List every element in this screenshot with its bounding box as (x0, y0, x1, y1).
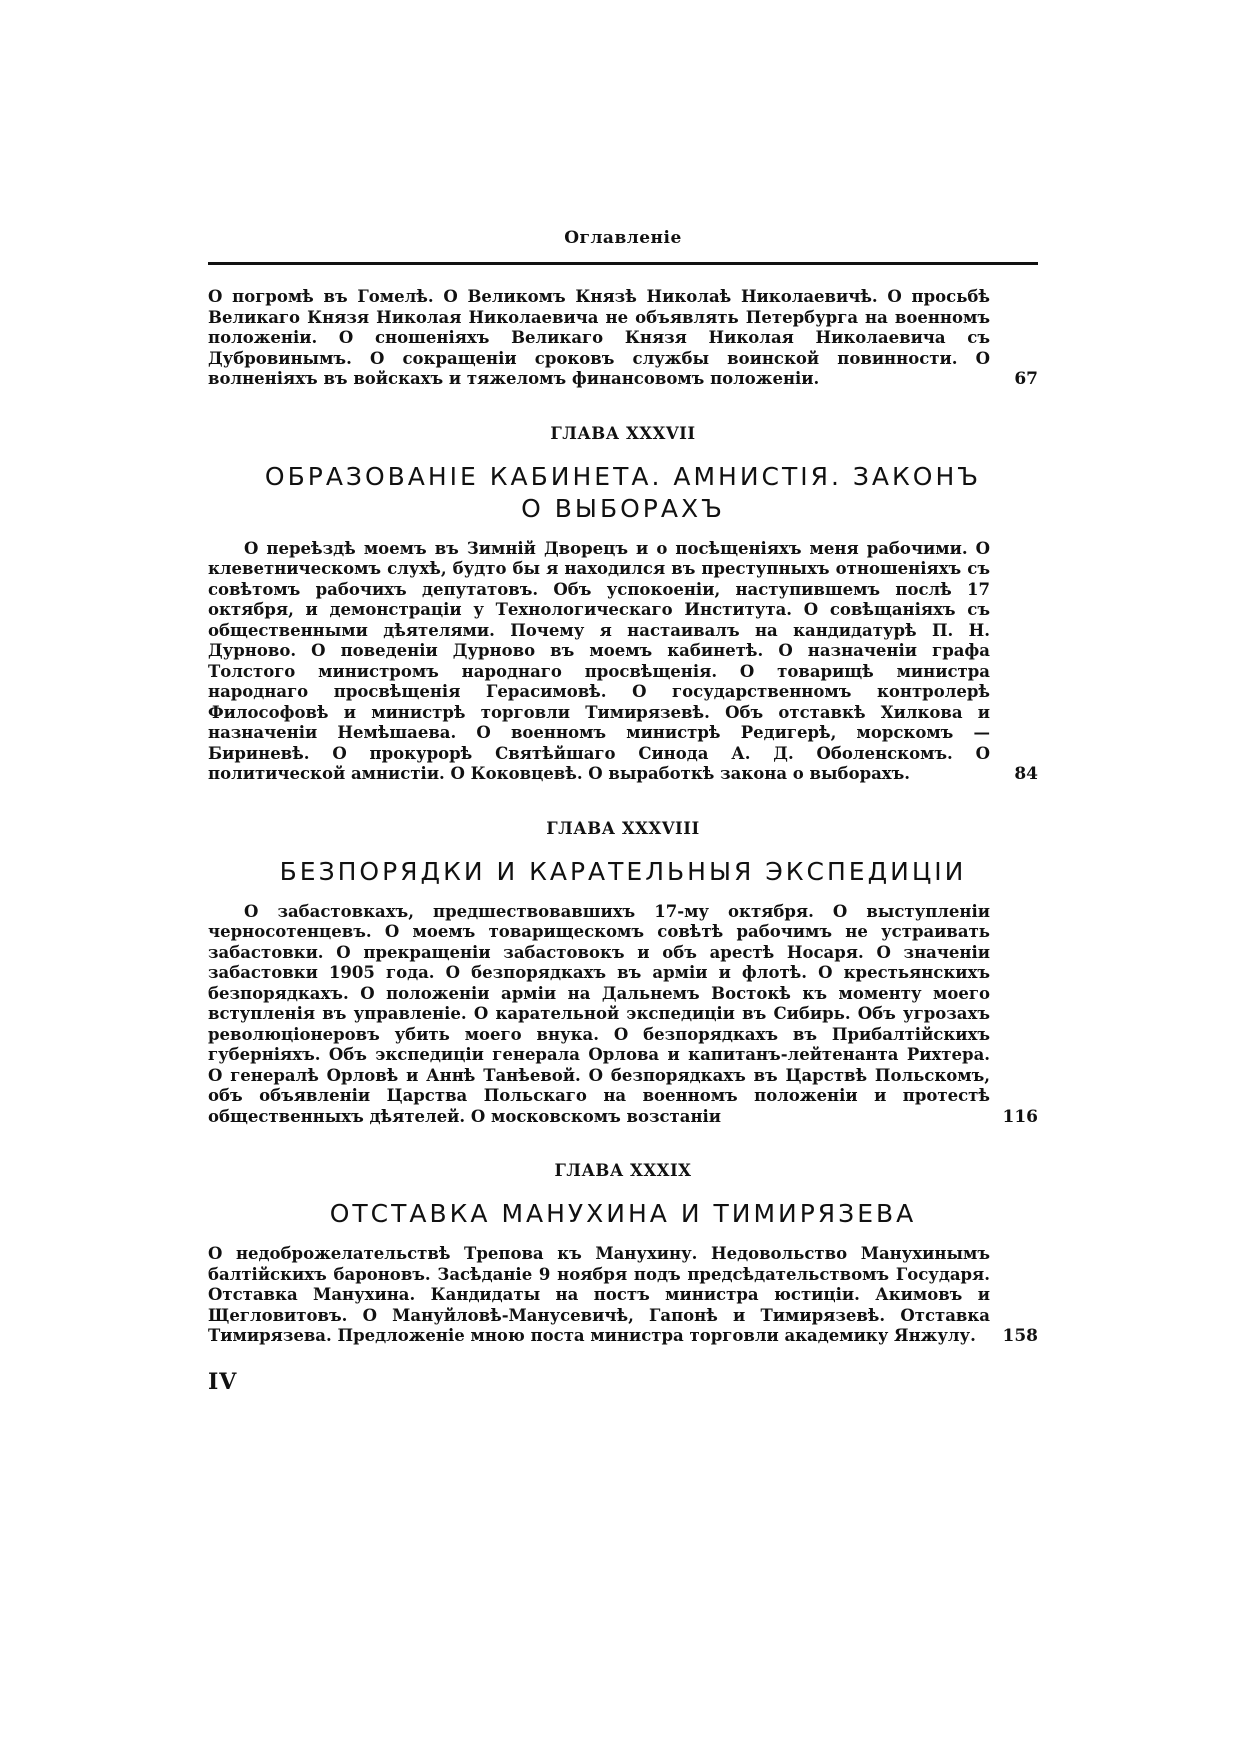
chapter-title (208, 1198, 1038, 1230)
header-rule (208, 262, 1038, 265)
toc-entry (208, 1244, 1038, 1347)
chapter-title-line: ОБРАЗОВАНІЕ КАБИНЕТА. АМНИСТІЯ. ЗАКОНЪ (264, 461, 982, 491)
toc-entry (208, 902, 1038, 1128)
page-folio: IV (208, 1368, 238, 1395)
entry-page-number: 158 (1002, 1326, 1038, 1346)
chapter-label: ГЛАВА XXXVIII (546, 818, 700, 838)
entry-text: О забастовкахъ, предшествовавшихъ 17-му октября. О выступленіи черносотенцевъ. О моемъ товарищескомъ совѣтѣ рабочимъ не устраивать забастовки. О прекращеніи забастовокъ и объ арестѣ Носаря. О значеніи забастовки 1905 года. О безпорядкахъ въ арміи и флотѣ. О крестьянскихъ безпорядкахъ. О положеніи арміи на Дальнемъ Востокѣ къ моменту моего вступленія въ управленіе. О карательной экспедиціи въ Сибирь. Объ угрозахъ революціонеровъ убить моего внука. О безпорядкахъ въ Прибалтійскихъ губерніяхъ. Объ экспедиціи генерала Орлова и капитанъ-лейтенанта Рихтера. О генералѣ Орловѣ и Аннѣ Танѣевой. О безпорядкахъ въ Царствѣ Польскомъ, объ объявленіи Царства Польскаго на военномъ положеніи и протестѣ общественныхъ дѣятелей. О московскомъ возстаніи (208, 901, 990, 1126)
entry-page-number: 116 (1002, 1106, 1038, 1127)
toc-page (208, 228, 1038, 1395)
entry-page-number: 67 (1014, 369, 1038, 389)
chapter-title-line: О ВЫБОРАХЪ (521, 493, 725, 523)
entry-page-number: 84 (1014, 764, 1038, 784)
entry-text: О недоброжелательствѣ Трепова къ Манухину. Недовольство Манухинымъ балтійскихъ бароновъ. Засѣданіе 9 ноября подъ предсѣдательствомъ Государя. Отставка Манухина. Кандидаты на постъ министра юстиціи. Акимовъ и Щегловитовъ. О Мануйловѣ-Манусевичѣ, Гапонѣ и Тимирязевѣ. Отставка Тимирязева. Предложеніе мною поста министра торговли академику Янжулу. (208, 1244, 990, 1345)
chapter-label: ГЛАВА XXXVII (550, 423, 696, 443)
chapter-title-line: ОТСТАВКА МАНУХИНА И ТИМИРЯЗЕВА (329, 1199, 917, 1228)
toc-entry (208, 539, 1038, 785)
chapter-label: ГЛАВА XXXIX (554, 1161, 692, 1180)
chapter-title (208, 461, 1038, 525)
chapter-title-line: БЕЗПОРЯДКИ И КАРАТЕЛЬНЫЯ ЭКСПЕДИЦІИ (279, 856, 967, 886)
running-head: Оглавленіе (564, 228, 682, 248)
entry-text: О погромѣ въ Гомелѣ. О Великомъ Князѣ Николаѣ Николаевичѣ. О просьбѣ Великаго Князя Николая Николаевича не объявлять Петербурга на военномъ положеніи. О сношеніяхъ Великаго Князя Николая Николаевича съ Дубровинымъ. О сокращеніи сроковъ службы воинской повинности. О волненіяхъ въ войскахъ и тяжеломъ финансовомъ положеніи. (208, 287, 990, 388)
entry-text: О переѣздѣ моемъ въ Зимній Дворецъ и о посѣщеніяхъ меня рабочими. О клеветническомъ слухѣ, будто бы я находился въ преступныхъ отношеніяхъ съ совѣтомъ рабочихъ депутатовъ. Объ успокоеніи, наступившемъ послѣ 17 октября, и демонстраціи у Технологическаго Института. О совѣщаніяхъ съ общественными дѣятелями. Почему я настаивалъ на кандидатурѣ П. Н. Дурново. О поведеніи Дурново въ моемъ кабинетѣ. О назначеніи графа Толстого министромъ народнаго просвѣщенія. О товарищѣ министра народнаго просвѣщенія Герасимовѣ. О государственномъ контролерѣ Философовѣ и министрѣ торговли Тимирязевѣ. Объ отставкѣ Хилкова и назначеніи Немѣшаева. О военномъ министрѣ Редигерѣ, морскомъ — Бириневѣ. О прокурорѣ Святѣйшаго Синода А. Д. Оболенскомъ. О политической амнистіи. О Коковцевѣ. О выработкѣ закона о выборахъ. (208, 538, 990, 783)
toc-entry-continued (208, 287, 1038, 390)
chapter-title (208, 856, 1038, 888)
